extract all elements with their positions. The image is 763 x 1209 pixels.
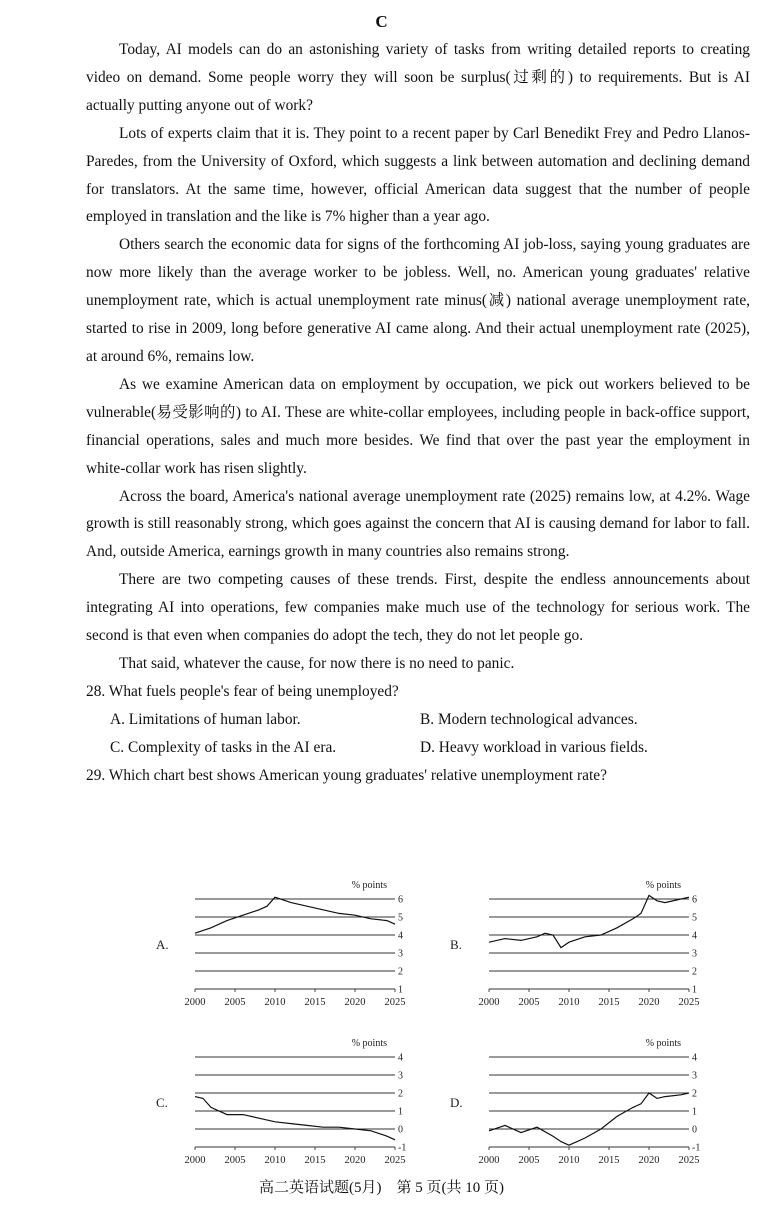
- chart-b-xtick-2000: 2000: [478, 997, 500, 1008]
- q28-option-a[interactable]: A. Limitations of human labor.: [110, 710, 301, 728]
- chart-d-option-label: D.: [450, 1095, 463, 1110]
- chart-c-xtick-2005: 2005: [224, 1155, 246, 1166]
- paragraph-5: Across the board, America's national average unemployment rate (2025) remains low, at 4.2%. Wage growth is still reasonably strong, which goes against the concern that AI is causing demand for labor to fall. And, outside America, earnings growth in many countries also remains strong.: [86, 487, 750, 561]
- chart-option-b[interactable]: [444, 874, 714, 1019]
- page-footer: 高二英语试题(5月) 第 5 页(共 10 页): [259, 1180, 504, 1196]
- chart-d-ytick-2: 2: [692, 1088, 697, 1100]
- section-letter: C: [375, 12, 388, 31]
- chart-d-xtick-2000: 2000: [478, 1155, 500, 1166]
- chart-a-xtick-2020: 2020: [344, 997, 366, 1008]
- chart-b-unit-label: % points: [645, 880, 681, 891]
- chart-c-ytick-2: 2: [398, 1088, 403, 1100]
- paragraph-2: Lots of experts claim that it is. They point to a recent paper by Carl Benedikt Frey and Pedro Llanos-Paredes, from the University of Oxford, which suggests a link between automation and declining demand for translators. At the same time, however, official American data suggest that the number of people employed in translation and the like is 7% higher than a year ago.: [86, 124, 750, 226]
- chart-d-xtick-2010: 2010: [558, 1155, 580, 1166]
- chart-b-option-label: B.: [450, 937, 462, 952]
- chart-a-ytick-3: 3: [398, 948, 403, 960]
- chart-b-ytick-2: 2: [692, 966, 697, 978]
- q28-option-c[interactable]: C. Complexity of tasks in the AI era.: [110, 738, 337, 756]
- q28-option-d[interactable]: D. Heavy workload in various fields.: [420, 738, 648, 756]
- chart-a-ytick-5: 5: [398, 912, 403, 924]
- chart-a-unit-label: % points: [351, 880, 387, 891]
- chart-a-ytick-6: 6: [398, 894, 403, 906]
- chart-d-ytick-0: 0: [692, 1124, 697, 1136]
- chart-c-ytick-0: 0: [398, 1124, 403, 1136]
- chart-c-option-label: C.: [156, 1095, 168, 1110]
- paragraph-7: That said, whatever the cause, for now there is no need to panic.: [119, 654, 515, 672]
- paragraph-4: As we examine American data on employment by occupation, we pick out workers believed to be vulnerable(易受影响的) to AI. These are white-collar employees, including people in back-office support, financial operations, sales and much more besides. We find that over the past year the employment in white-collar work has risen slightly.: [86, 375, 750, 477]
- chart-c-xtick-2020: 2020: [344, 1155, 366, 1166]
- chart-a-ytick-1: 1: [398, 984, 403, 996]
- chart-d-unit-label: % points: [645, 1038, 681, 1049]
- chart-a-xtick-2010: 2010: [264, 997, 286, 1008]
- question-29-stem: 29. Which chart best shows American young graduates' relative unemployment rate?: [86, 766, 607, 784]
- chart-a-ytick-4: 4: [398, 930, 403, 942]
- chart-b-xtick-2025: 2025: [678, 997, 700, 1008]
- chart-b-ytick-3: 3: [692, 948, 697, 960]
- chart-d-ytick-1: 1: [692, 1106, 697, 1118]
- chart-c-xtick-2010: 2010: [264, 1155, 286, 1166]
- chart-c-xtick-2025: 2025: [384, 1155, 406, 1166]
- chart-c-xtick-2015: 2015: [304, 1155, 326, 1166]
- chart-d-xtick-2005: 2005: [518, 1155, 540, 1166]
- paragraph-6: There are two competing causes of these trends. First, despite the endless announcements about integrating AI into operations, few companies make much use of the technology for serious work. The second is that even when companies do adopt the tech, they do not let people go.: [86, 571, 750, 645]
- chart-a-xtick-2015: 2015: [304, 997, 326, 1008]
- chart-d-ytick-3: 3: [692, 1070, 697, 1082]
- chart-c-ytick--1: -1: [398, 1142, 407, 1154]
- chart-d-xtick-2015: 2015: [598, 1155, 620, 1166]
- paragraph-3: Others search the economic data for signs of the forthcoming AI job-loss, saying young graduates are now more likely than the average worker to be jobless. Well, no. American young graduates' relative unemployment rate, which is actual unemployment rate minus(减) national average unemployment rate, started to rise in 2009, long before generative AI came along. And their actual unemployment rate (2025), at around 6%, remains low.: [86, 236, 750, 365]
- chart-a-ytick-2: 2: [398, 966, 403, 978]
- chart-option-d[interactable]: [444, 1032, 714, 1177]
- chart-option-a[interactable]: [150, 874, 420, 1019]
- chart-a-xtick-2000: 2000: [184, 997, 206, 1008]
- q28-option-b[interactable]: B. Modern technological advances.: [420, 710, 638, 728]
- chart-d-ytick-4: 4: [692, 1052, 697, 1064]
- chart-b-xtick-2010: 2010: [558, 997, 580, 1008]
- chart-d-ytick--1: -1: [692, 1142, 701, 1154]
- chart-b-svg: [444, 874, 714, 1014]
- chart-d-svg: [444, 1032, 714, 1172]
- chart-b-ytick-4: 4: [692, 930, 697, 942]
- chart-c-unit-label: % points: [351, 1038, 387, 1049]
- chart-b-ytick-5: 5: [692, 912, 697, 924]
- chart-b-xtick-2020: 2020: [638, 997, 660, 1008]
- chart-c-series-line: [195, 1097, 395, 1140]
- chart-b-xtick-2005: 2005: [518, 997, 540, 1008]
- question-28-options-row-2: [86, 734, 750, 762]
- chart-c-svg: [150, 1032, 420, 1172]
- chart-b-ytick-6: 6: [692, 894, 697, 906]
- chart-a-svg: [150, 874, 420, 1014]
- question-28-options-row-1: [86, 706, 750, 734]
- paragraph-1: Today, AI models can do an astonishing variety of tasks from writing detailed reports to creating video on demand. Some people worry they will soon be surplus(过剩的) to requirements. But is AI actually putting anyone out of work?: [86, 41, 750, 114]
- chart-c-ytick-4: 4: [398, 1052, 403, 1064]
- chart-d-xtick-2025: 2025: [678, 1155, 700, 1166]
- chart-b-ytick-1: 1: [692, 984, 697, 996]
- chart-c-ytick-1: 1: [398, 1106, 403, 1118]
- chart-c-ytick-3: 3: [398, 1070, 403, 1082]
- chart-a-series-line: [195, 897, 395, 933]
- question-28-stem: 28. What fuels people's fear of being unemployed?: [86, 682, 399, 700]
- chart-option-c[interactable]: [150, 1032, 420, 1177]
- chart-b-xtick-2015: 2015: [598, 997, 620, 1008]
- chart-d-xtick-2020: 2020: [638, 1155, 660, 1166]
- passage: [86, 36, 750, 789]
- chart-a-xtick-2025: 2025: [384, 997, 406, 1008]
- chart-c-xtick-2000: 2000: [184, 1155, 206, 1166]
- chart-a-option-label: A.: [156, 937, 169, 952]
- chart-d-series-line: [489, 1093, 689, 1145]
- chart-a-xtick-2005: 2005: [224, 997, 246, 1008]
- chart-b-series-line: [489, 895, 689, 947]
